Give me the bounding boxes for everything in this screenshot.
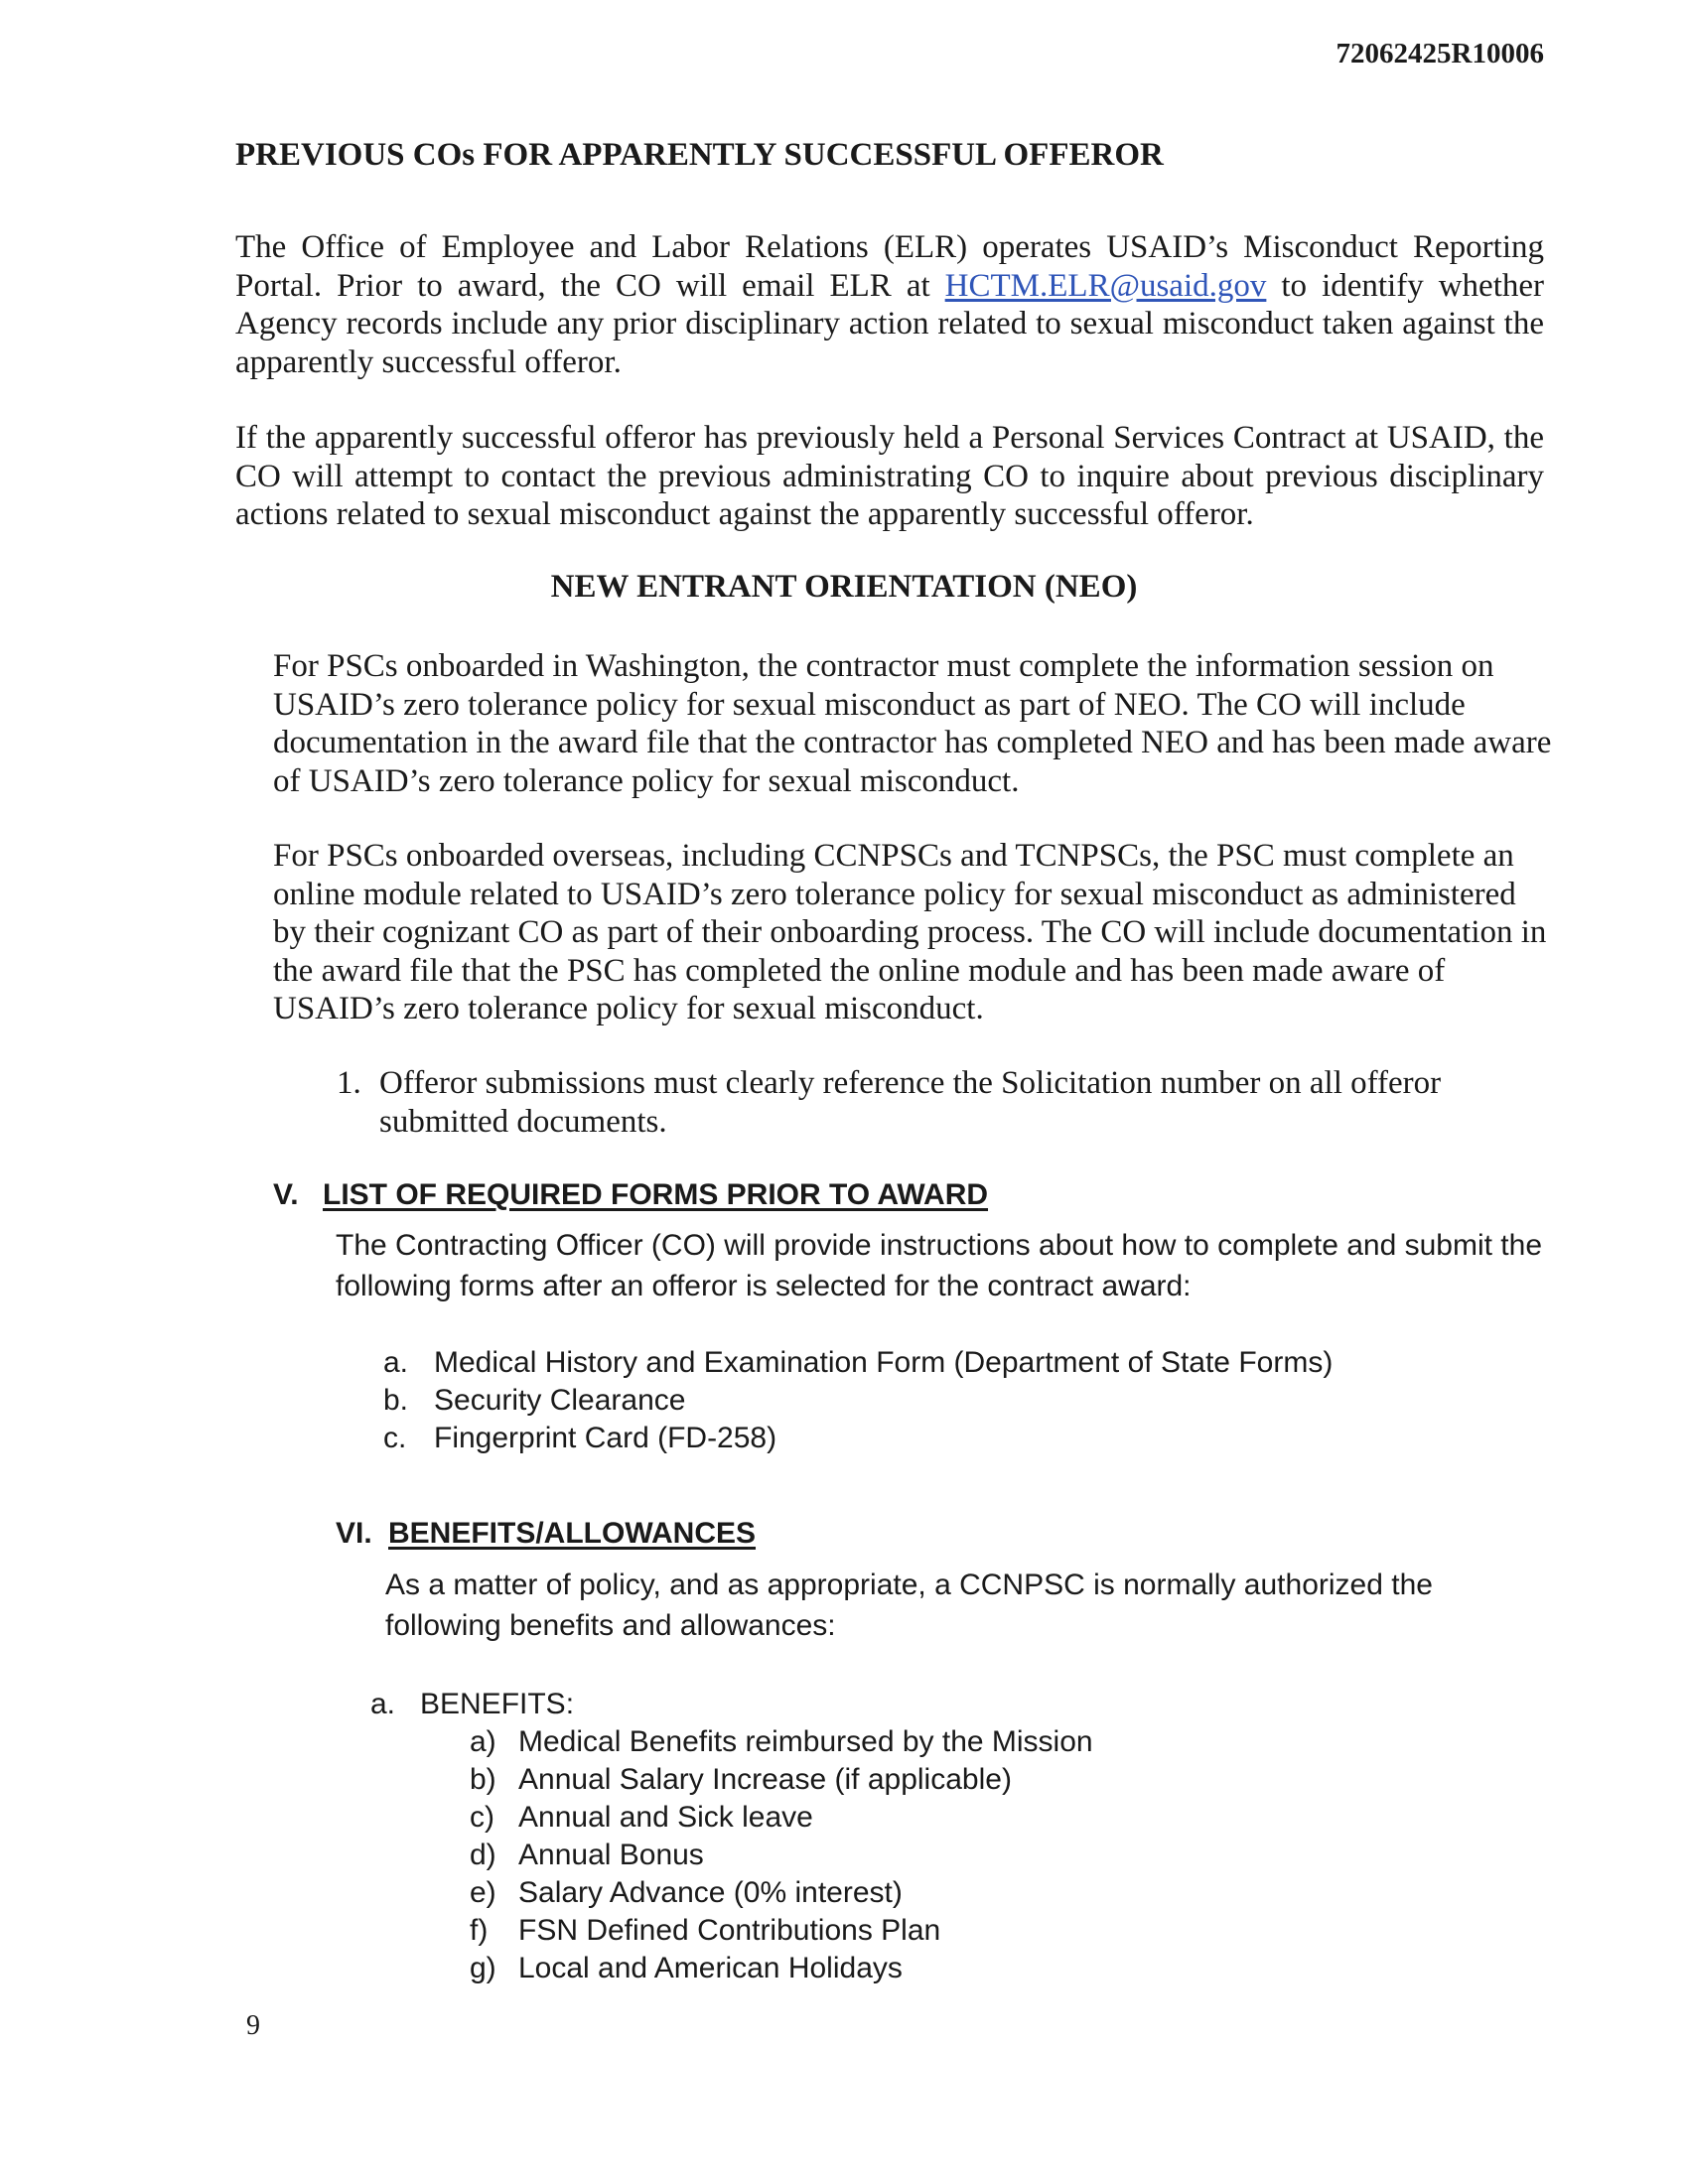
form-item-letter: c. <box>383 1422 407 1454</box>
paragraph-elr-portal <box>235 228 1544 381</box>
note-number: 1. <box>337 1065 361 1101</box>
benefit-item-letter: a) <box>470 1725 496 1758</box>
form-item-text: Fingerprint Card (FD-258) <box>434 1422 777 1454</box>
email-link[interactable]: HCTM.ELR@usaid.gov <box>944 267 1267 304</box>
paragraph-text: The Office of Employee and Labor Relations (ELR) operates USAID’s Misconduct Reporting Portal. Prior to award, the CO will email ELR at <box>235 229 1544 304</box>
note-text: Offeror submissions must clearly reference the Solicitation number on all offeror submitted documents. <box>379 1065 1442 1140</box>
heading-neo: NEW ENTRANT ORIENTATION (NEO) <box>550 569 1138 605</box>
benefit-item-text: Medical Benefits reimbursed by the Mission <box>518 1725 1093 1758</box>
benefit-item-letter: e) <box>470 1876 496 1909</box>
benefit-item-letter: c) <box>470 1801 494 1834</box>
page-number: 9 <box>246 2010 260 2041</box>
benefit-item-text: FSN Defined Contributions Plan <box>518 1914 941 1947</box>
heading-previous-cos: PREVIOUS COs FOR APPARENTLY SUCCESSFUL OFFEROR <box>235 137 1164 173</box>
benefit-item-text: Annual Salary Increase (if applicable) <box>518 1763 1012 1796</box>
paragraph-previous-psc: If the apparently successful offeror has previously held a Personal Services Contract at USAID, the CO will attempt to contact the previous administrating CO to inquire about previous disciplinary actions related to sexual misconduct against the apparently successful offeror. <box>235 420 1544 532</box>
section-title-required-forms: LIST OF REQUIRED FORMS PRIOR TO AWARD <box>323 1178 989 1211</box>
section-intro-required-forms: The Contracting Officer (CO) will provide instructions about how to complete and submit the following forms after an offeror is selected for the contract award: <box>336 1229 1542 1302</box>
benefit-item-text: Local and American Holidays <box>518 1952 903 1984</box>
form-item-text: Security Clearance <box>434 1384 686 1417</box>
section-number: V. <box>273 1178 299 1211</box>
benefit-item-text: Annual Bonus <box>518 1839 704 1871</box>
benefit-item-letter: b) <box>470 1763 496 1796</box>
form-item-letter: b. <box>383 1384 409 1417</box>
paragraph-neo-overseas: For PSCs onboarded overseas, including CCNPSCs and TCNPSCs, the PSC must complete an online module related to USAID’s zero tolerance policy for sexual misconduct as administered by their cognizant CO as part of their onboarding process. The CO will include documentation in the award file that the PSC has completed the online module and has been made aware of USAID’s zero tolerance policy for sexual misconduct. <box>273 838 1547 1026</box>
form-item-letter: a. <box>383 1346 409 1379</box>
benefit-item-letter: f) <box>470 1914 489 1947</box>
benefit-item-letter: d) <box>470 1839 496 1871</box>
benefit-item-text: Salary Advance (0% interest) <box>518 1876 903 1909</box>
form-item-text: Medical History and Examination Form (Department of State Forms) <box>434 1346 1334 1379</box>
benefits-list-letter: a. <box>370 1688 396 1720</box>
benefits-label: BENEFITS: <box>420 1688 575 1720</box>
paragraph-text: to identify whether Agency records include any prior disciplinary action related to sexual misconduct taken against the apparently successful offeror. <box>235 267 1545 380</box>
section-intro-benefits: As a matter of policy, and as appropriate, a CCNPSC is normally authorized the following benefits and allowances: <box>385 1569 1433 1642</box>
benefit-item-text: Annual and Sick leave <box>518 1801 813 1834</box>
document-number: 72062425R10006 <box>1336 38 1544 69</box>
section-number: VI. <box>336 1517 372 1550</box>
benefit-item-letter: g) <box>470 1952 496 1984</box>
section-title-benefits: BENEFITS/ALLOWANCES <box>388 1517 757 1550</box>
paragraph-neo-washington: For PSCs onboarded in Washington, the contractor must complete the information session on USAID’s zero tolerance policy for sexual misconduct as part of NEO. The CO will include documentation in the award file that the contractor has completed NEO and has been made aware of USAID’s zero tolerance policy for sexual misconduct. <box>273 648 1552 799</box>
